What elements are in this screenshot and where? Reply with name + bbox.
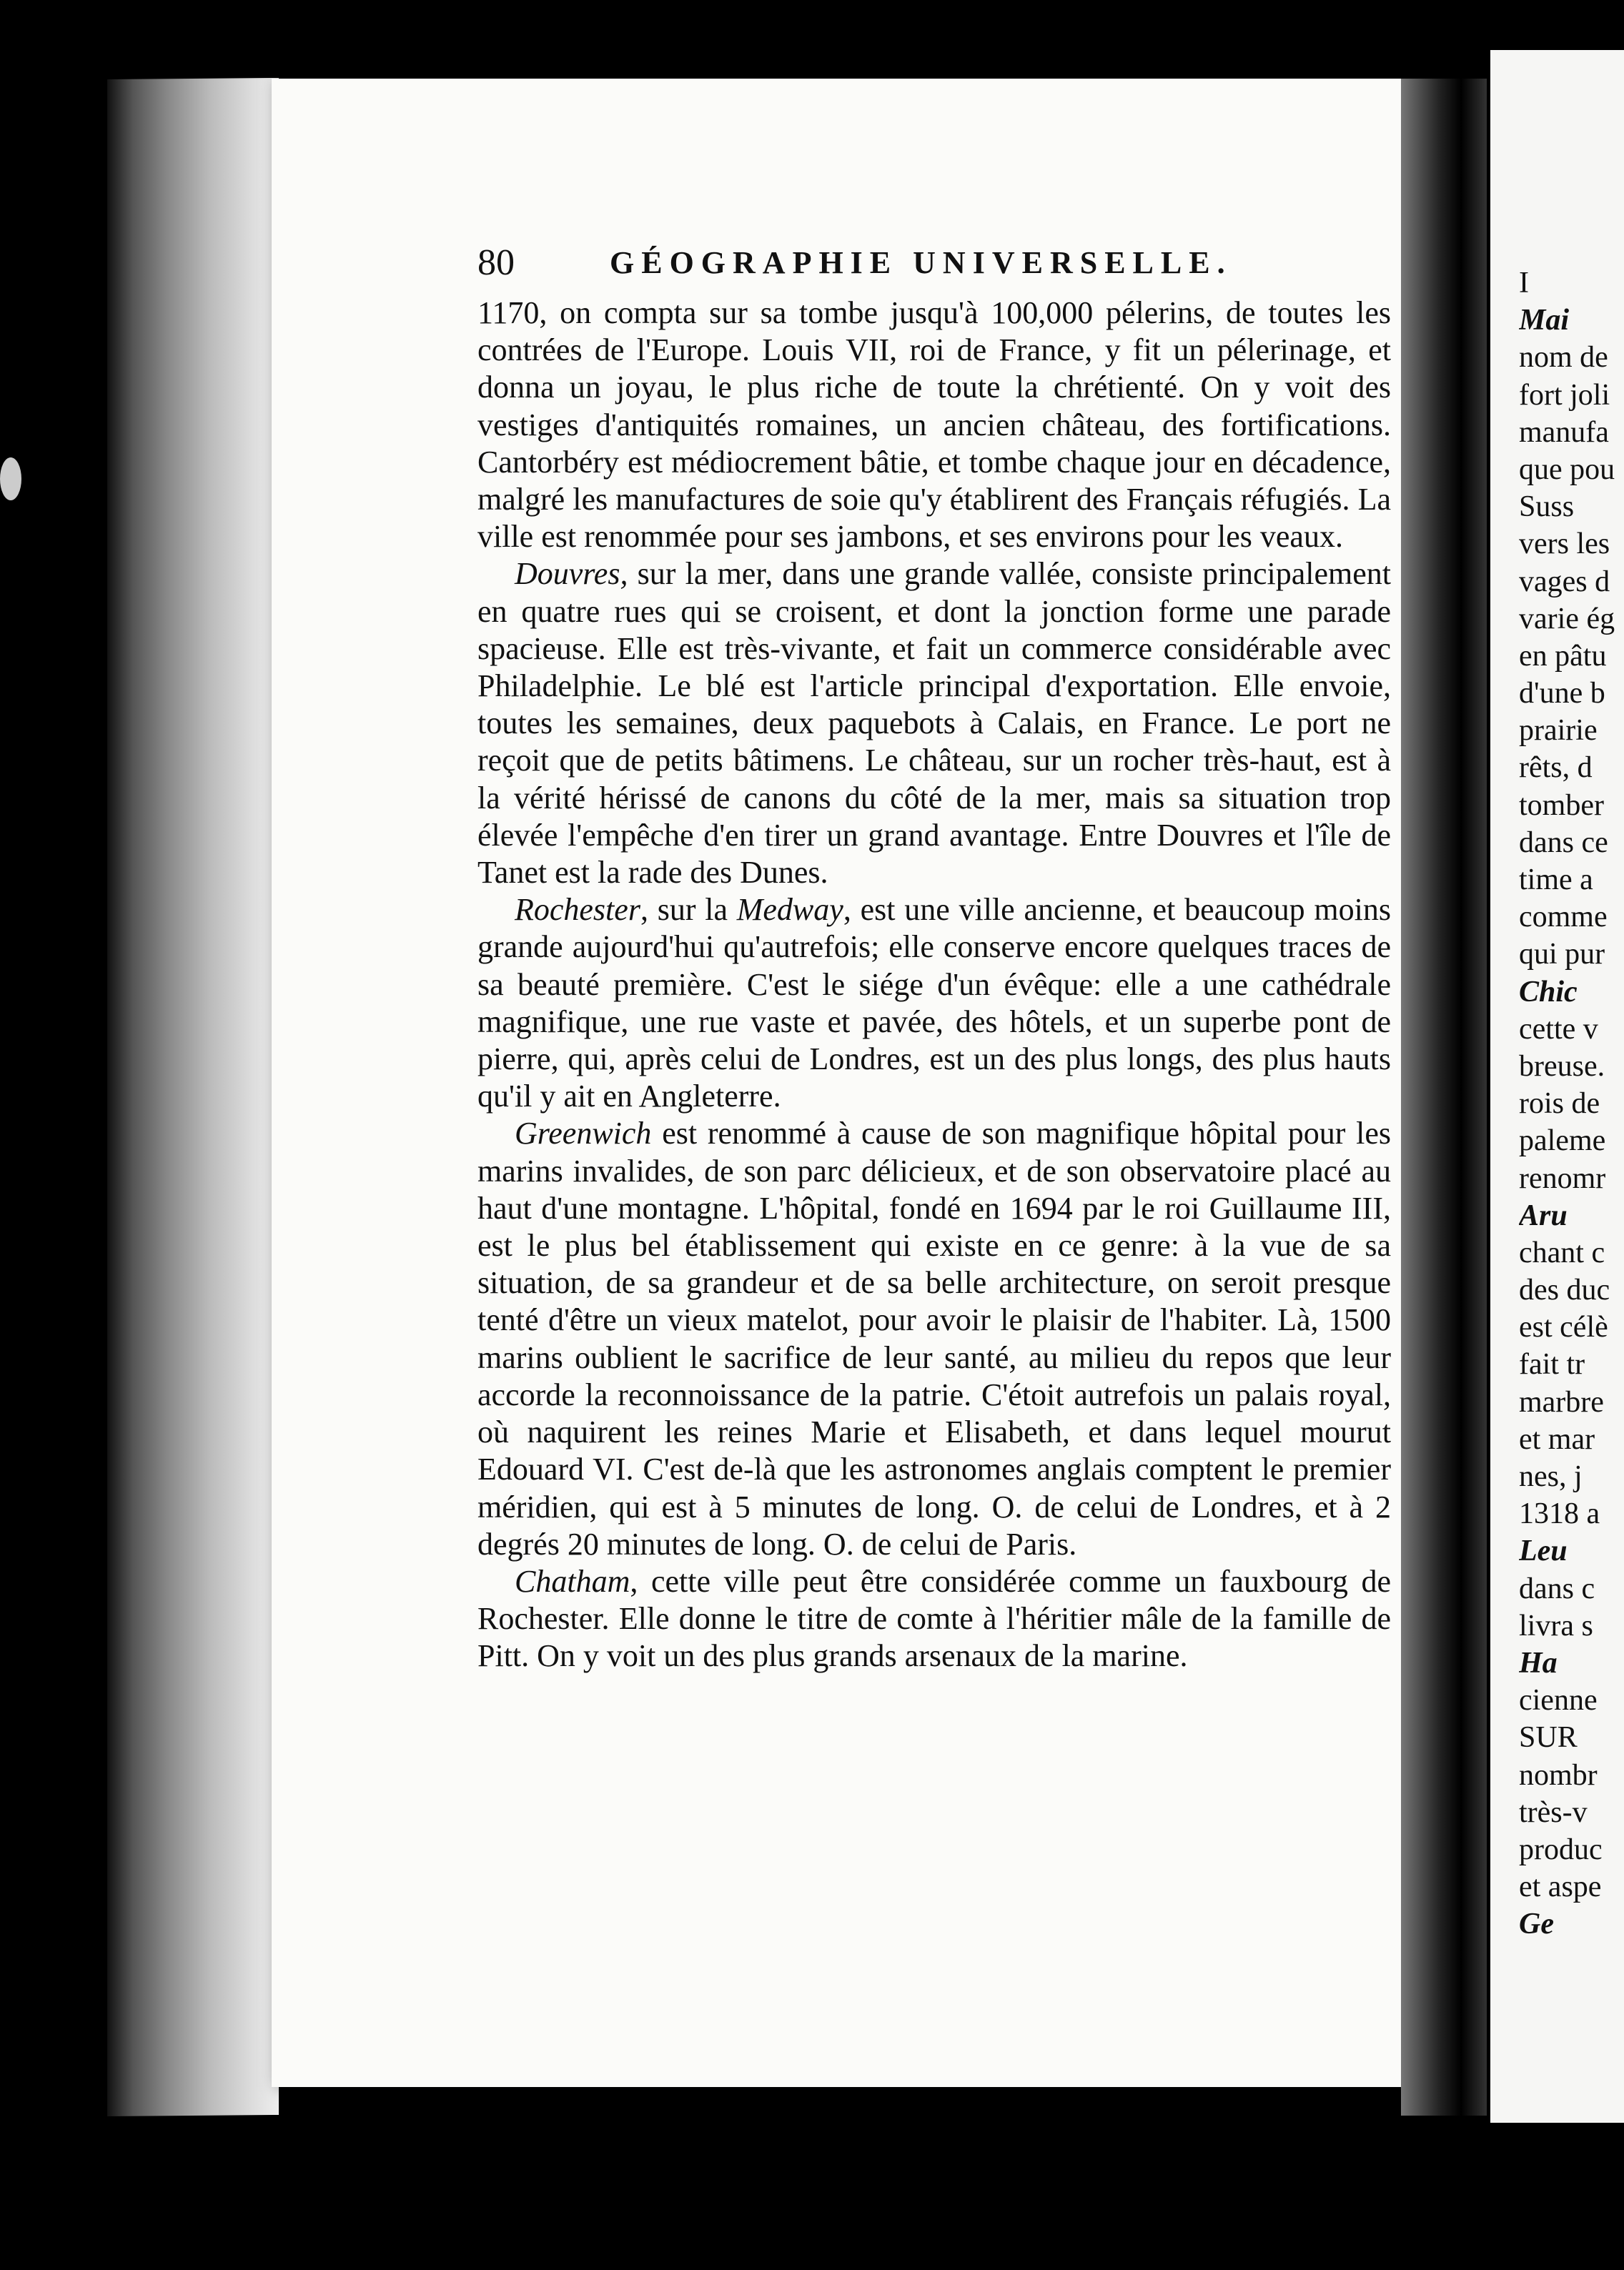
place-name: Douvres, [515,556,628,592]
book-gutter [1401,79,1487,2116]
facing-page-line: renomr [1519,1161,1606,1195]
facing-page-line: SUR [1519,1721,1578,1755]
facing-page-line: prairie [1519,714,1598,748]
paragraph [477,555,1391,891]
facing-page-line: time a [1519,863,1593,896]
facing-page-line: 1318 a [1519,1497,1600,1531]
facing-page-line: rêts, d [1519,751,1593,785]
facing-page-line: Mai [1519,304,1570,337]
facing-page-line: Ge [1519,1908,1554,1941]
text-run: est renommé à cause de son magnifique hôpital pour les marins invalides, de son parc délicieux, et de son observatoire placé au haut d'une montagne. L'hôpital, fondé en 1694 par le roi Guillaume III, est le plus bel établissement qui existe en ce genre: à la vue de sa situation, de sa grandeur et de sa belle architecture, on seroit presque tenté d'être un vieux matelot, pour avoir le plaisir de l'habiter. Là, 1500 marins oublient le sacrifice de leur santé, au milieu du repos que leur accorde la reconnoissance de la patrie. C'étoit autrefois un palais royal, où naquirent les reines Marie et Elisabeth, et dans lequel mourut Edouard VI. C'est de-là que les astronomes anglais comptent le premier méridien, qui est à 5 minutes de long. O. de celui de Londres, et à 2 degrés 20 minutes de long. O. de celui de Paris. [477,1116,1391,1562]
facing-page-line: nes, j [1519,1460,1583,1493]
facing-page-line: comme [1519,901,1608,934]
facing-page-line: Suss [1519,490,1575,524]
facing-page-line: dans c [1519,1572,1595,1605]
facing-page-line: marbre [1519,1385,1604,1419]
facing-page-line: Chic [1519,975,1578,1008]
facing-page-line: fort joli [1519,378,1610,412]
facing-page-line: I [1519,267,1529,299]
facing-page-line: cienne [1519,1684,1598,1718]
page-number: 80 [477,242,515,283]
page-block-edge [107,78,279,2116]
place-name: Greenwich [515,1116,652,1151]
place-name: Rochester [515,892,640,928]
facing-page-line: nom de [1519,341,1608,375]
facing-page-line: livra s [1519,1609,1593,1642]
place-name: Chatham [515,1563,630,1599]
paragraph [477,1115,1391,1562]
paragraph [477,294,1391,555]
text-run: 1170, on compta sur sa tombe jusqu'à 100,000 pélerins, de toutes les contrées de l'Europe. Louis VII, roi de France, y fit un pélerinage, et donna un joyau, le plus riche de toute la chrétienté. On y voit des vestiges d'antiquités romaines, un ancien château, des fortifications. Cantorbéry est médiocrement bâtie, et tombe chaque jour en décadence, malgré les manufactures de soie qu'y établirent des Français réfugiés. La ville est renommée pour ses jambons, et ses environs pour les veaux. [477,295,1391,555]
facing-page-line: vages d [1519,565,1610,598]
facing-page-line: dans ce [1519,826,1608,859]
facing-page-line: Aru [1519,1199,1568,1232]
facing-page-line: varie ég [1519,602,1615,635]
facing-page-line: très-v [1519,1795,1588,1829]
facing-page-line: cette v [1519,1012,1598,1046]
facing-page-line: breuse. [1519,1049,1605,1083]
paragraph [477,1563,1391,1675]
facing-page-line: et aspe [1519,1870,1602,1904]
facing-page-line: Ha [1519,1646,1558,1680]
running-head: GÉOGRAPHIE UNIVERSELLE. [610,245,1232,280]
body-text [477,294,1391,1675]
text-run: , est une ville ancienne, et beaucoup moins grande aujourd'hui qu'autrefois; elle conserve encore quelques traces de sa beauté première. C'est le siége d'un évêque: elle a une cathédrale magnifique, une rue vaste et pavée, des hôtels, et un superbe pont de pierre, qui, après celui de Londres, est un des plus longs, des plus hauts qu'il y ait en Angleterre. [477,892,1391,1114]
facing-page-line: en pâtu [1519,639,1607,673]
scan-edge-mark [0,457,21,500]
facing-page-line: nombr [1519,1758,1598,1792]
facing-page-line: produc [1519,1833,1603,1866]
text-run: sur la mer, dans une grande vallée, consiste principalement en quatre rues qui se croisent, et dont la jonction forme une parade spacieuse. Elle est très-vivante, et fait un commerce considérable avec Philadelphie. Le blé est l'article principal d'exportation. Elle envoie, toutes les semaines, deux paquebots à Calais, en France. Le port ne reçoit que de petits bâtimens. Le château, sur un rocher très-haut, est à la vérité hérissé de canons du côté de la mer, mais sa situation trop élevée l'empêche d'en tirer un grand avantage. Entre Douvres et l'île de Tanet est la rade des Dunes. [477,556,1391,891]
facing-page-line: rois de [1519,1087,1600,1121]
facing-page-line: qui pur [1519,938,1605,971]
facing-page-line: Leu [1519,1535,1568,1568]
facing-page-line: chant c [1519,1236,1605,1269]
facing-page-line: fait tr [1519,1348,1585,1382]
facing-page-line: paleme [1519,1124,1606,1158]
page-header [477,242,1400,292]
facing-page-line: et mar [1519,1422,1595,1456]
text-run: , cette ville peut être considérée comme un fauxbourg de Rochester. Elle donne le titre de comte à l'héritier mâle de la famille de Pitt. On y voit un des plus grands arsenaux de la marine. [477,1563,1391,1674]
facing-page-text [1519,264,1624,1943]
facing-page-line: tomber [1519,788,1604,822]
place-name: Medway [736,892,843,928]
facing-page-line: vers les [1519,527,1610,561]
paragraph [477,891,1391,1115]
facing-page-line: que pou [1519,452,1615,486]
text-run: , sur la [640,892,737,928]
facing-page-line: manufa [1519,415,1609,449]
facing-page-line: des duc [1519,1274,1610,1307]
facing-page-line: est célè [1519,1311,1608,1344]
facing-page-line: d'une b [1519,677,1605,710]
